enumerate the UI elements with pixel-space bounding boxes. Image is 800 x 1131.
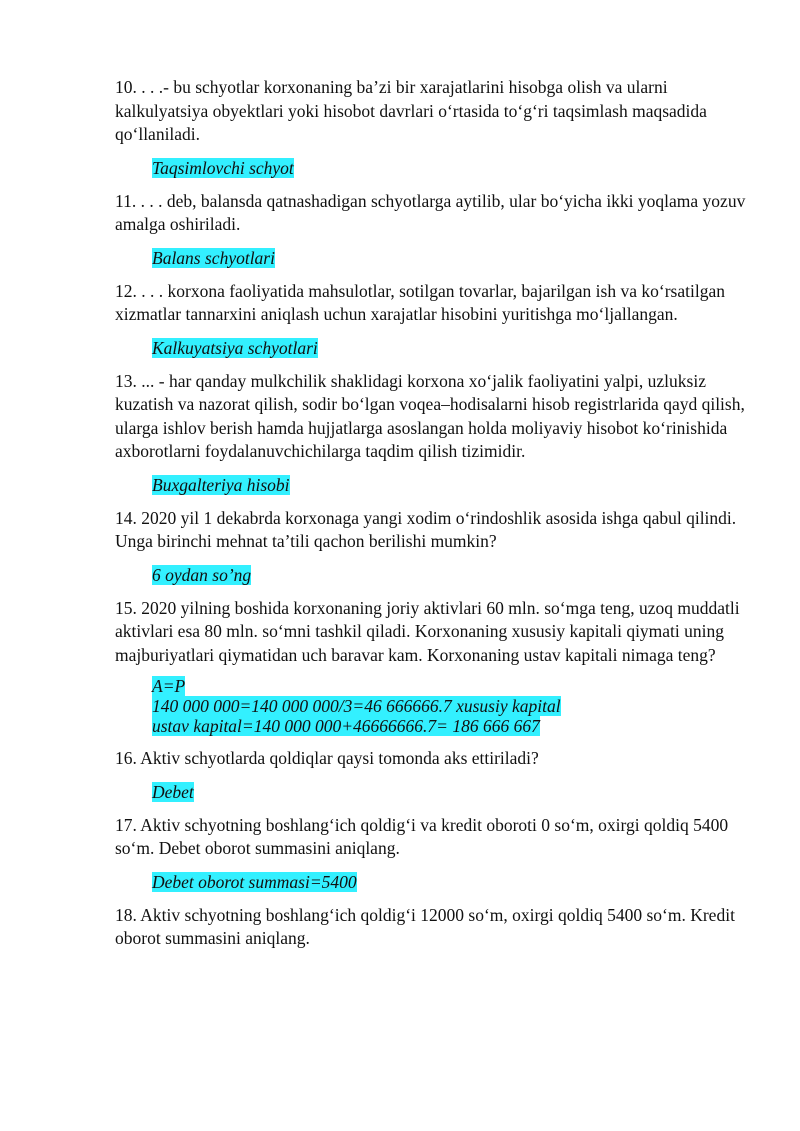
answer-16 <box>152 781 755 803</box>
question-12: 12. . . . korxona faoliyatida mahsulotlar, sotilgan tovarlar, bajarilgan ish va ko‘rsatilgan xizmatlar tannarxini aniqlash uchun xarajatlar hisobini yuritishga mo‘ljallangan. <box>115 280 725 324</box>
question-18: 18. Aktiv schyotning boshlang‘ich qoldig‘i 12000 so‘m, oxirgi qoldiq 5400 so‘m. Kredit oborot summasini aniqlang. <box>115 904 735 948</box>
answer-12 <box>152 337 755 359</box>
answer-13 <box>152 474 755 496</box>
answer-14 <box>152 564 755 586</box>
question-17: 17. Aktiv schyotning boshlang‘ich qoldig‘i va kredit oboroti 0 so‘m, oxirgi qoldiq 5400 so‘m. Debet oborot summasini aniqlang. <box>115 814 729 858</box>
answer-15 <box>152 676 755 736</box>
answer-11-text: Balans schyotlari <box>152 247 275 268</box>
answer-16-text: Debet <box>152 781 194 802</box>
question-14: 14. 2020 yil 1 dekabrda korxonaga yangi xodim o‘rindoshlik asosida ishga qabul qilindi. Unga birinchi mehnat ta’tili qachon berilishi mumkin? <box>115 507 737 551</box>
answer-15-line: ustav kapital=140 000 000+46666666.7= 186 666 667 <box>152 716 540 736</box>
answer-12-text: Kalkuyatsiya schyotlari <box>152 337 318 358</box>
document-page <box>115 76 755 951</box>
answer-10-text: Taqsimlovchi schyot <box>152 157 294 178</box>
question-16: 16. Aktiv schyotlarda qoldiqlar qaysi tomonda aks ettiriladi? <box>115 748 539 768</box>
question-15: 15. 2020 yilning boshida korxonaning joriy aktivlari 60 mln. so‘mga teng, uzoq muddatli aktivlari esa 80 mln. so‘mni tashkil qiladi. Korxonaning xususiy kapitali qiymati uning majburiyatlari qiymatidan uch baravar kam. Korxonaning ustav kapitali nimaga teng? <box>115 597 740 665</box>
answer-14-text: 6 oydan so’ng <box>152 564 252 585</box>
answer-17 <box>152 871 755 893</box>
question-10: 10. . . .- bu schyotlar korxonaning ba’zi bir xarajatlarini hisobga olish va ularni kalkulyatsiya obyektlari yoki hisobot davrlari o‘rtasida to‘g‘ri taqsimlash maqsadida qo‘llaniladi. <box>115 77 707 144</box>
question-13: 13. ... - har qanday mulkchilik shaklidagi korxona xo‘jalik faoliyatini yalpi, uzluksiz kuzatish va nazorat qilish, sodir bo‘lgan voqea–hodisalarni hisob registrlarida qayd qilish, ularga ishlov berish hamda hujjatlarga asoslangan holda moliyaviy hisobot ko‘rinishida axborotlarni foydalanuvchichilarga taqdim qilish tizimidir. <box>115 370 745 461</box>
question-11: 11. . . . deb, balansda qatnashadigan schyotlarga aytilib, ular bo‘yicha ikki yoqlama yozuv amalga oshiriladi. <box>115 190 746 234</box>
answer-13-text: Buxgalteriya hisobi <box>152 474 290 495</box>
answer-17-text: Debet oborot summasi=5400 <box>152 871 357 892</box>
answer-10 <box>152 157 755 179</box>
answer-11 <box>152 247 755 269</box>
answer-15-line: 140 000 000=140 000 000/3=46 666666.7 xususiy kapital <box>152 696 561 716</box>
answer-15-line: A=P <box>152 676 186 696</box>
